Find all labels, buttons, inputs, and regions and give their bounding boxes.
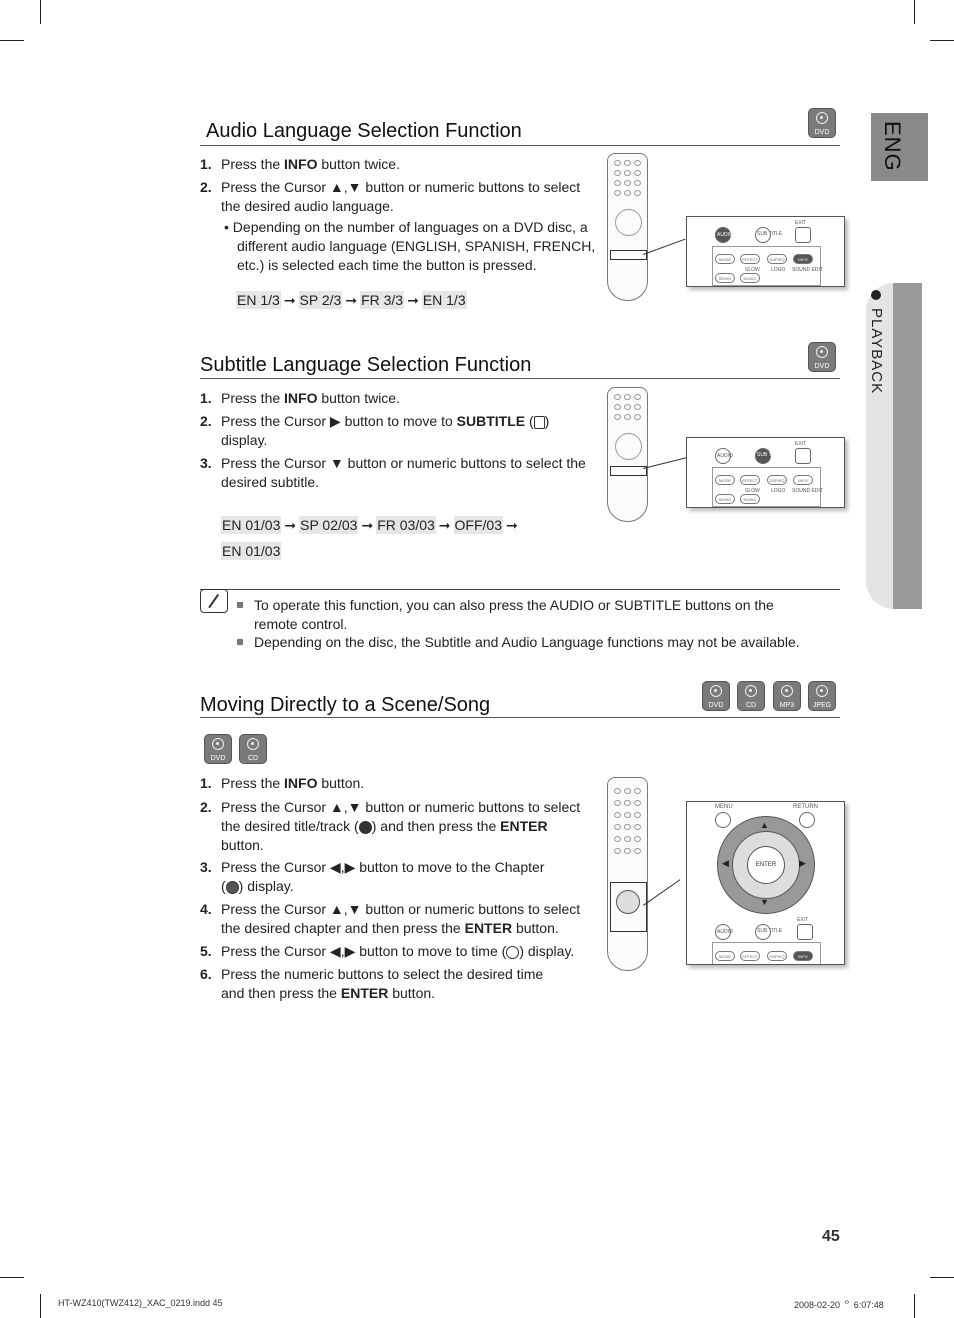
crop-mark [930,40,954,41]
remote-control-illustration [607,777,648,971]
language-tab [871,113,928,181]
up-arrow-icon: ▲ [760,820,769,830]
crop-mark [0,1277,24,1278]
crop-mark [930,1277,954,1278]
section-rule [200,717,840,718]
footer-file: HT-WZ410(TWZ412)_XAC_0219.indd 45 [58,1298,223,1308]
mp3-disc-icon: MP3 [773,681,801,711]
dvd-disc-icon: DVD [702,681,730,711]
remote-highlight [610,250,647,260]
audio-bullet-note: • Depending on the number of languages on a DVD disc, a different audio language (ENGLISH, SPANISH, FRENCH, etc.) is selected each time the button is pressed. [224,219,596,273]
note-pencil-icon [200,589,228,613]
subtitle-language-sequence-end: EN 01/03 [222,543,281,559]
page-number: 45 [822,1228,840,1245]
crop-mark [0,40,24,41]
section-tab [868,290,885,394]
dvd-disc-icon: DVD [204,734,232,764]
remote-control-illustration [607,387,648,522]
right-arrow-icon: ▶ [799,858,806,868]
section-rule [200,145,840,146]
remote-zoom-subtitle: AUDIO SUB TITLE EXIT MODE EFFECT DSP/EQ INFO SD/HD MUSIC SLOW LOGO SOUND EDIT [686,437,845,508]
dvd-disc-icon: DVD [808,342,836,372]
language-tab-label: ENG [880,121,905,172]
callout-line [643,239,686,255]
audio-section-title: Audio Language Selection Function [206,120,522,142]
title-track-icon [359,821,372,834]
chapter-icon [226,881,239,894]
cd-disc-icon: CD [239,734,267,764]
section-tab-label: PLAYBACK [868,308,885,395]
callout-line [643,879,680,906]
remote-zoom-enter: MENU RETURN ENTER ▲ ▼ ◀ ▶ AUDIO SUB TITLE EXIT MODE EFFECT DSP/EQ INFO [686,801,845,965]
footer-timestamp: 2008-02-20 ᄋ 6:07:48 [794,1300,884,1310]
dvd-disc-icon: DVD [808,108,836,138]
jpeg-disc-icon: JPEG [808,681,836,711]
remote-zoom-info: AUDIO SUB TITLE EXIT MODE EFFECT DSP/EQ INFO SD/HD MUSIC SLOW LOGO SOUND EDIT [686,216,845,287]
subtitle-section-title: Subtitle Language Selection Function [200,354,532,376]
remote-control-illustration [607,153,648,301]
crop-mark [914,0,915,24]
left-arrow-icon: ◀ [722,858,729,868]
scene-section-title: Moving Directly to a Scene/Song [200,694,491,716]
subtitle-icon [534,416,545,429]
down-arrow-icon: ▼ [760,897,769,907]
crop-mark [914,1294,915,1318]
note-rule [200,589,840,590]
enter-button: ENTER [747,846,785,884]
crop-mark [40,0,41,24]
callout-line [643,457,687,469]
cd-disc-icon: CD [737,681,765,711]
crop-mark [40,1294,41,1318]
section-rule [200,378,840,379]
audio-language-sequence: EN 1/3 ➞ SP 2/3 ➞ FR 3/3 ➞ EN 1/3 [237,292,466,308]
subtitle-language-sequence: EN 01/03 ➞ SP 02/03 ➞ FR 03/03 ➞ OFF/03 ➞ [222,517,518,533]
clock-icon [506,946,519,959]
remote-highlight [610,466,647,476]
bullet-dot-icon [871,290,881,300]
section-tab-stripe [893,283,922,609]
